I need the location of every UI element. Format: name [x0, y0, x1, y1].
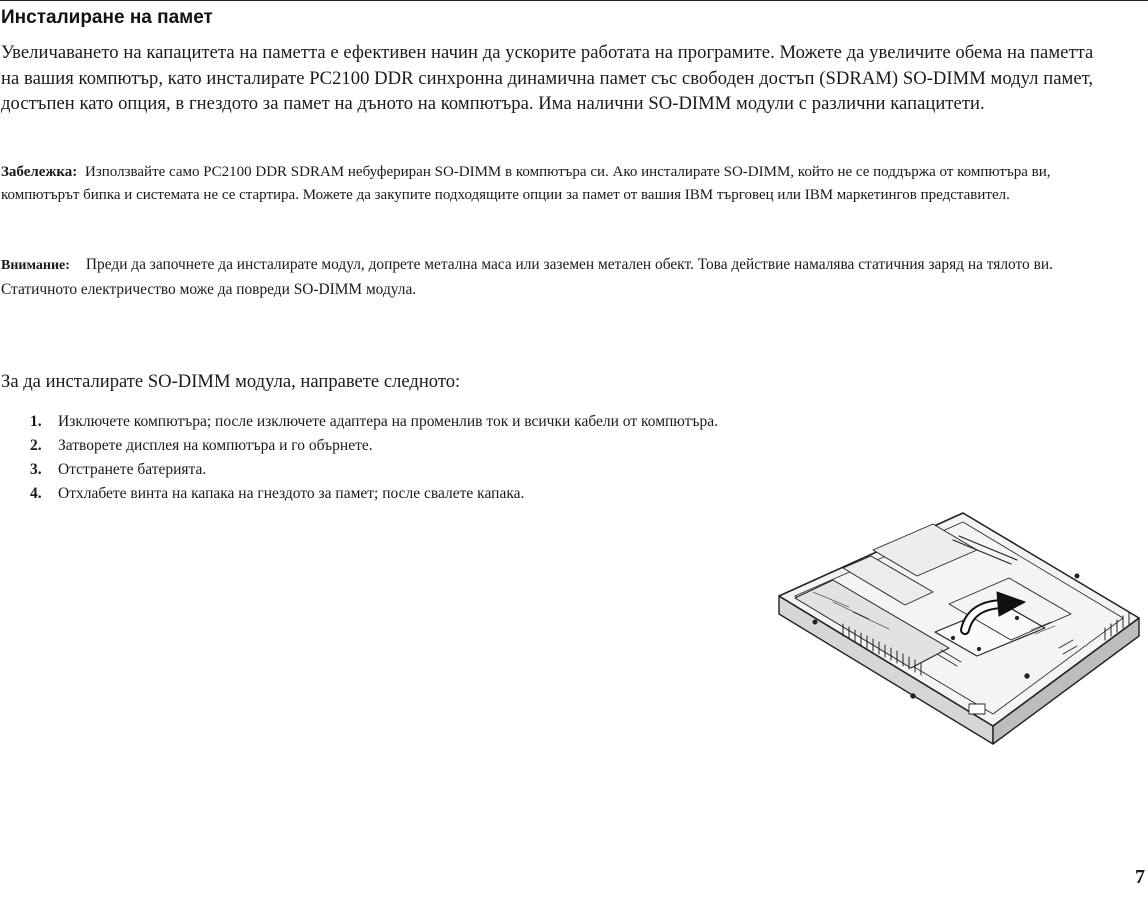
step-item — [30, 434, 760, 457]
note-block — [1, 161, 1131, 206]
page-title: Инсталиране на памет — [1, 7, 213, 28]
attention-label: Внимание: — [1, 258, 70, 273]
step-item — [30, 458, 760, 481]
step-number: 4. — [30, 485, 42, 502]
step-number: 2. — [30, 437, 42, 454]
step-number: 3. — [30, 461, 42, 478]
note-text: Използвайте само PC2100 DDR SDRAM небуфериран SO-DIMM в компютъра си. Ако инсталирате SO-DIMM, който не се поддържа от компютъра ви, компютърът бипка и системата не се стартира. Можете да закупите подходящите опции за памет от вашия IBM търговец или IBM маркетингов представител. — [1, 164, 1051, 203]
attention-block — [1, 253, 1111, 301]
step-text: Отхлабете винта на капака на гнездото за памет; после свалете капака. — [58, 485, 525, 502]
step-text: Затворете дисплея на компютъра и го обърнете. — [58, 437, 373, 454]
procedure-steps — [30, 410, 760, 505]
attention-text: Преди да започнете да инсталирате модул, допрете метална маса или заземен метален обект. Това действие намалява статичния заряд на тялото ви. Статичното електричество може да повреди SO-DIMM модула. — [1, 256, 1053, 298]
step-item — [30, 410, 760, 433]
laptop-underside-illustration — [773, 508, 1145, 748]
note-label: Забележка: — [1, 164, 78, 180]
step-text: Отстранете батерията. — [58, 461, 207, 478]
step-text: Изключете компютъра; после изключете адаптера на променлив ток и всички кабели от компютъра. — [58, 413, 718, 430]
page-number: 7 — [1135, 866, 1145, 888]
top-rule — [0, 0, 1148, 1]
procedure-lead: За да инсталирате SO-DIMM модула, направете следното: — [1, 371, 461, 392]
intro-paragraph: Увеличаването на капацитета на паметта е ефективен начин да ускорите работата на програмите. Можете да увеличите обема на паметта на вашия компютър, като инсталирате PC2100 DDR синхронна динамична памет със свободен достъп (SDRAM) SO-DIMM модул памет, достъпен като опция, в гнездото за памет на дъното на компютъра. Има налични SO-DIMM модули с различни капацитети. — [1, 42, 1094, 114]
step-item — [30, 482, 760, 505]
step-number: 1. — [30, 413, 42, 430]
